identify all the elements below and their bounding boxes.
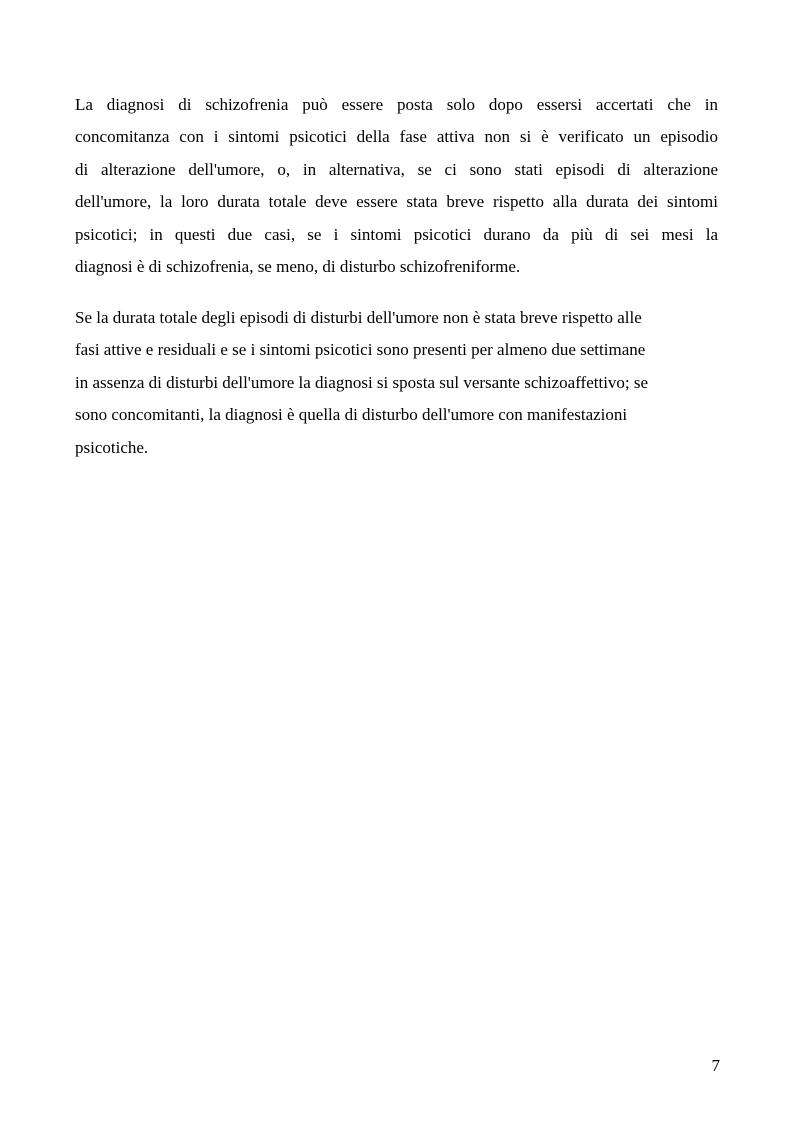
text-line: Se la durata totale degli episodi di disturbi dell'umore non è stata breve rispetto alle xyxy=(75,308,642,327)
text-line: diagnosi è di schizofrenia, se meno, di disturbo schizofreniforme. xyxy=(75,257,521,277)
page-number: 7 xyxy=(711,1056,720,1075)
text-line: concomitanza con i sintomi psicotici della fase attiva non si è verificato un episodio xyxy=(75,127,718,147)
text-line: psicotiche. xyxy=(75,437,149,457)
paragraph-2 xyxy=(75,302,718,464)
text-line: in assenza di disturbi dell'umore la diagnosi si sposta sul versante schizoaffettivo; se xyxy=(75,372,649,392)
text-line: fasi attive e residuali e se i sintomi psicotici sono presenti per almeno due settimane xyxy=(75,340,646,360)
text-line: dell'umore, la loro durata totale deve essere stata breve rispetto alla durata dei sintomi xyxy=(75,192,718,212)
text-line: di alterazione dell'umore, o, in alternativa, se ci sono stati episodi di alterazione xyxy=(75,159,718,179)
text-line: La diagnosi di schizofrenia può essere posta solo dopo essersi accertati che in xyxy=(75,95,718,114)
text-line: sono concomitanti, la diagnosi è quella di disturbo dell'umore con manifestazioni xyxy=(75,405,628,425)
text-line: psicotici; in questi due casi, se i sintomi psicotici durano da più di sei mesi la xyxy=(75,224,718,244)
paragraph-1 xyxy=(75,89,718,283)
